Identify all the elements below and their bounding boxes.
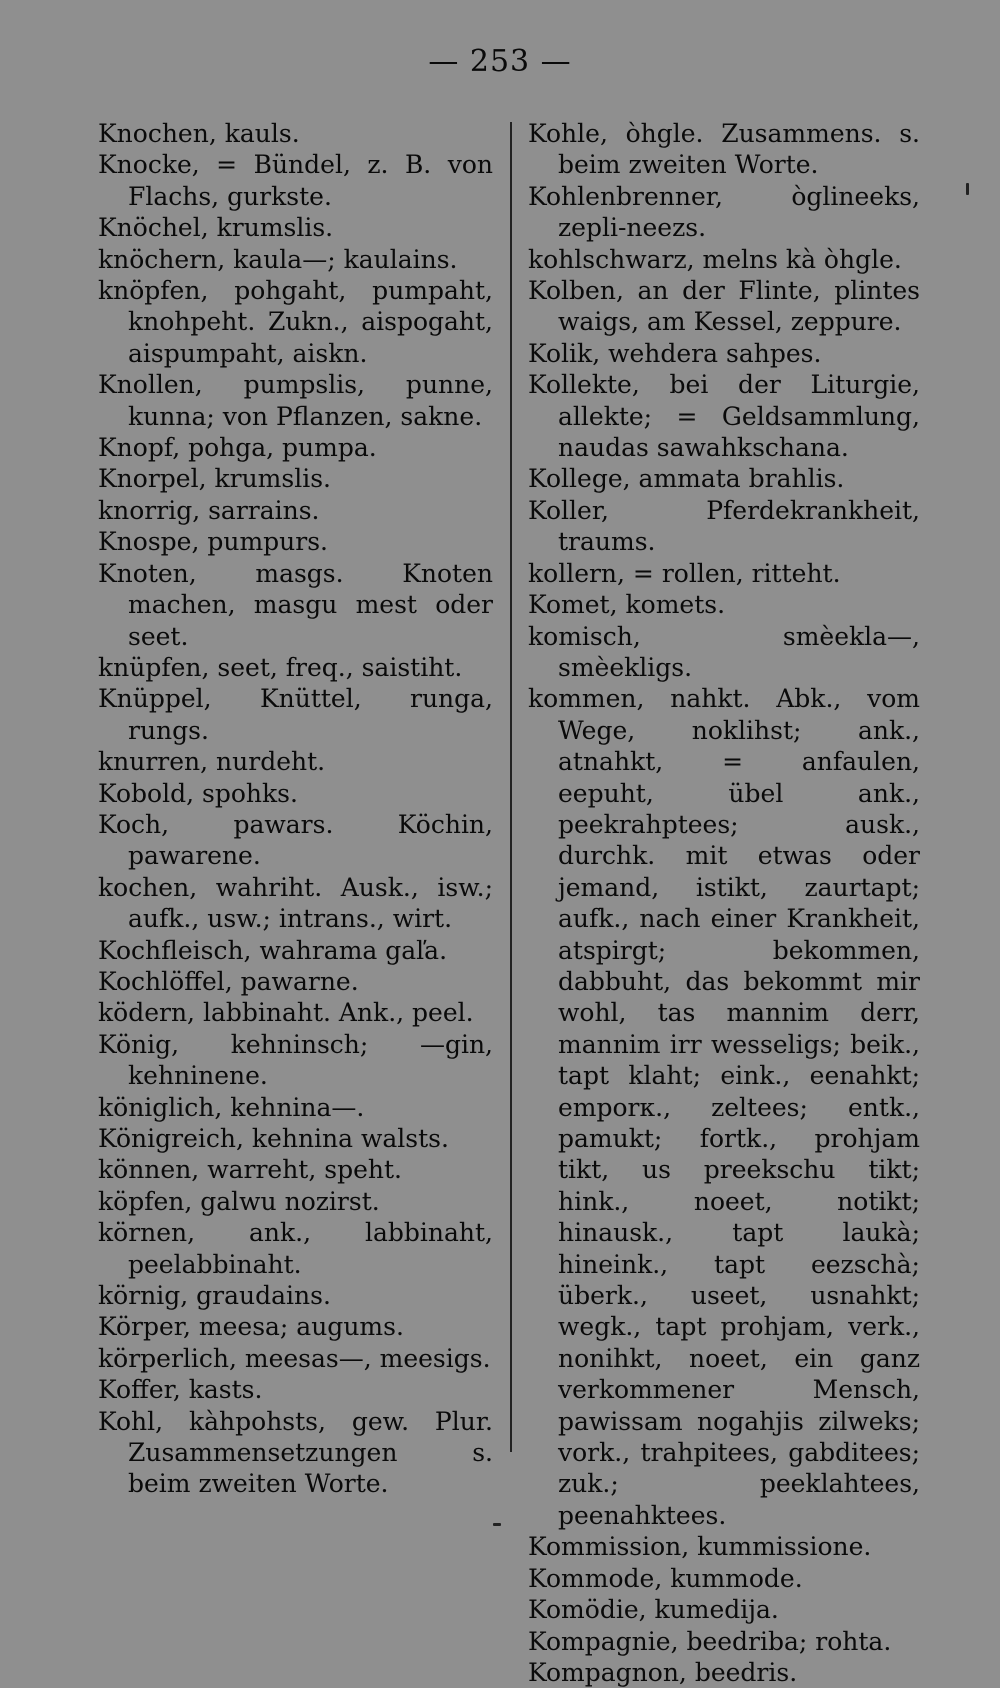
right-column bbox=[528, 118, 920, 1688]
entry: Kompagnon, beedris. bbox=[528, 1657, 798, 1687]
entry: Königreich, kehnina walsts. bbox=[98, 1124, 449, 1153]
entry: komisch, smèekla—, smèekligs. bbox=[528, 621, 920, 682]
entry: köpfen, galwu nozirst. bbox=[98, 1186, 380, 1216]
entry: körnen, ank., labbinaht, peelabbinaht. bbox=[98, 1218, 493, 1279]
entry: königlich, kehnina—. bbox=[98, 1092, 365, 1122]
entry: knöchern, kaula—; kaulains. bbox=[98, 244, 458, 274]
entry: knorrig, sarrains. bbox=[98, 495, 320, 525]
entry: Kompagnie, beedriba; rohta. bbox=[528, 1626, 892, 1656]
entry: Kollekte, bei der Liturgie, allekte; = Geldsammlung, naudas sawahkschana. bbox=[528, 370, 920, 463]
entry: Koch, pawars. Köchin, pawarene. bbox=[98, 809, 493, 871]
entry: Kolik, wehdera sahpes. bbox=[528, 338, 822, 368]
entry: Knoten, masgs. Knoten machen, masgu mest oder seet. bbox=[98, 558, 493, 651]
entry: Kohlenbrenner, òglineeks, zepli-neezs. bbox=[528, 181, 920, 243]
entry: körnig, graudains. bbox=[98, 1281, 331, 1311]
entry: König, kehninsch; —gin, kehninene. bbox=[98, 1029, 493, 1091]
entry: Knüppel, Knüttel, runga, rungs. bbox=[98, 684, 493, 745]
entry: ködern, labbinaht. Ank., peel. bbox=[98, 998, 474, 1028]
entry: Knospe, pumpurs. bbox=[98, 527, 328, 557]
entry: können, warreht, speht. bbox=[98, 1155, 402, 1185]
page-number: — 253 — bbox=[428, 44, 572, 79]
entry: körperlich, meesas—, meesigs. bbox=[98, 1343, 491, 1373]
entry: Körper, meesa; augums. bbox=[98, 1312, 404, 1342]
print-speck bbox=[493, 1523, 501, 1526]
entry: Knopf, pohga, pumpa. bbox=[98, 433, 377, 463]
entry: Koller, Pferdekrankheit, traums. bbox=[528, 495, 920, 557]
entry: Kobold, spohks. bbox=[98, 778, 298, 808]
left-column bbox=[98, 118, 493, 1500]
entry: Koffer, kasts. bbox=[98, 1375, 263, 1405]
entry: Kolben, an der Flinte, plintes waigs, am Kessel, zeppure. bbox=[528, 276, 920, 337]
entry: Kommission, kummissione. bbox=[528, 1532, 872, 1562]
entry: Knollen, pumpslis, punne, kunna; von Pflanzen, sakne. bbox=[98, 370, 493, 431]
entry: Komödie, kumedija. bbox=[528, 1595, 779, 1625]
entry: kohlschwarz, melns kà òhgle. bbox=[528, 244, 902, 274]
entry: Kollege, ammata brahlis. bbox=[528, 464, 845, 494]
entry: knüpfen, seet, freq., saistiht. bbox=[98, 652, 463, 682]
entry: Knorpel, krumslis. bbox=[98, 464, 331, 494]
entry: Knochen, kauls. bbox=[98, 119, 300, 148]
entry: Komet, komets. bbox=[528, 590, 726, 620]
entry: Kochlöffel, pawarne. bbox=[98, 966, 359, 996]
entry: Knocke, = Bündel, z. B. von Flachs, gurkste. bbox=[98, 150, 493, 211]
column-divider bbox=[510, 122, 512, 1452]
entry: Kohl, kàhpohsts, gew. Plur. Zusammensetzungen s. beim zweiten Worte. bbox=[98, 1406, 493, 1499]
entry: kollern, = rollen, ritteht. bbox=[528, 558, 841, 588]
entry: kochen, wahriht. Ausk., isw.; aufk., usw.; intrans., wirt. bbox=[98, 872, 493, 934]
entry: Knöchel, krumslis. bbox=[98, 213, 334, 243]
entry: knöpfen, pohgaht, pumpaht, knohpeht. Zukn., aispogaht, aispumpaht, aiskn. bbox=[98, 276, 493, 368]
entry: Kohle, òhgle. Zusammens. s. beim zweiten Worte. bbox=[528, 119, 920, 180]
entry: knurren, nurdeht. bbox=[98, 747, 326, 777]
entry: kommen, nahkt. Abk., vom Wege, noklihst; ank., atnahkt, = anfaulen, eepuht, übel ank., peekrahptees; ausk., durchk. mit etwas oder jemand, istikt, zaurtapt; aufk., nach einer Krankheit, atspirgt; bekommen, dabbuht, das bekommt mir wohl, tas mannim derr, mannim irr wesseligs; beik., tapt klaht; eink., eenahkt; emporк., zeltees; entk., pamukt; fortk., prohjam tikt, us preekschu tikt; hink., noeet, notikt; hinausk., tapt laukà; hineink., tapt eezschà; überk., useet, usnahkt; wegk., tapt prohjam, verk., nonihkt, noeet, ein ganz verkommener Mensch, pawissam nogahjis zilweks; vork., trahpitees, gabditees; zuk.; peeklahtees, peenahktees. bbox=[528, 684, 920, 1530]
print-speck bbox=[966, 183, 969, 195]
entry: Kochfleisch, wahrama gaľa. bbox=[98, 935, 448, 965]
entry: Kommode, kummode. bbox=[528, 1563, 803, 1593]
